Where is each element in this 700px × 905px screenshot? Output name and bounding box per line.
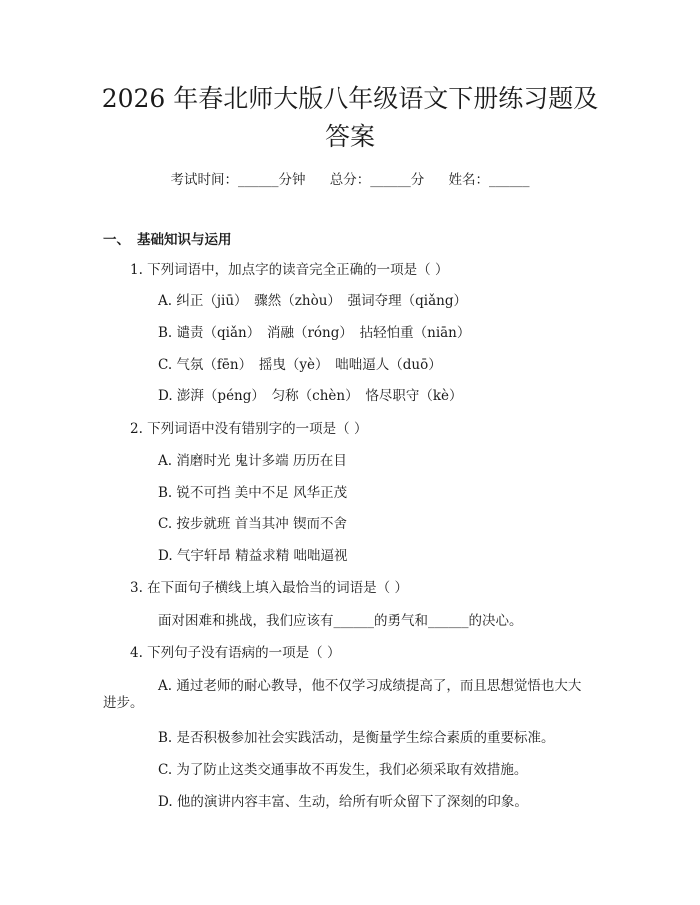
title-line-1: 2026 年春北师大版八年级语文下册练习题及 <box>101 84 599 113</box>
title-line-2: 答案 <box>324 122 375 151</box>
question-2-option-d: D. 气宇轩昂 精益求精 咄咄逼视 <box>158 548 348 564</box>
question-3-stem: 3. 在下面句子横线上填入最恰当的词语是（ ） <box>130 580 408 596</box>
question-2-stem: 2. 下列词语中没有错别字的一项是（ ） <box>130 421 368 437</box>
question-2-option-a: A. 消磨时光 鬼计多端 历历在目 <box>158 453 347 469</box>
question-2-option-c: C. 按步就班 首当其冲 锲而不舍 <box>158 516 348 532</box>
question-4-option-b: B. 是否积极参加社会实践活动，是衡量学生综合素质的重要标准。 <box>158 730 555 746</box>
exam-time: 考试时间：______分钟 <box>170 172 306 188</box>
total-score: 总分：______分 <box>329 172 425 188</box>
question-1-stem: 1. 下列词语中，加点字的读音完全正确的一项是（ ） <box>130 262 449 278</box>
question-1-option-b: B. 谴责（qiǎn） 消融（róng） 拈轻怕重（niān） <box>158 325 471 341</box>
question-4-option-d: D. 他的演讲内容丰富、生动，给所有听众留下了深刻的印象。 <box>158 794 528 810</box>
exam-meta <box>0 168 700 188</box>
question-1-option-d: D. 澎湃（péng） 匀称（chèn） 恪尽职守（kè） <box>158 388 463 404</box>
question-4-option-a-continued: 进步。 <box>103 695 144 711</box>
document-title <box>60 80 640 156</box>
question-2-option-b: B. 锐不可挡 美中不足 风华正茂 <box>158 485 348 501</box>
student-name: 姓名：______ <box>448 172 530 188</box>
section-heading <box>103 230 232 250</box>
question-1-option-a: A. 纠正（jiū） 骤然（zhòu） 强词夺理（qiǎng） <box>158 293 468 309</box>
question-4-option-a: A. 通过老师的耐心教导，他不仅学习成绩提高了，而且思想觉悟也大大 <box>158 678 582 694</box>
question-3-sentence: 面对困难和挑战，我们应该有______的勇气和______的决心。 <box>158 613 523 629</box>
section-title: 基础知识与运用 <box>137 232 232 248</box>
question-4-stem: 4. 下列句子没有语病的一项是（ ） <box>130 645 341 661</box>
question-4-option-c: C. 为了防止这类交通事故不再发生，我们必须采取有效措施。 <box>158 762 528 778</box>
section-number: 一、 <box>103 232 130 248</box>
question-1-option-c: C. 气氛（fēn） 摇曳（yè） 咄咄逼人（duō） <box>158 357 442 373</box>
